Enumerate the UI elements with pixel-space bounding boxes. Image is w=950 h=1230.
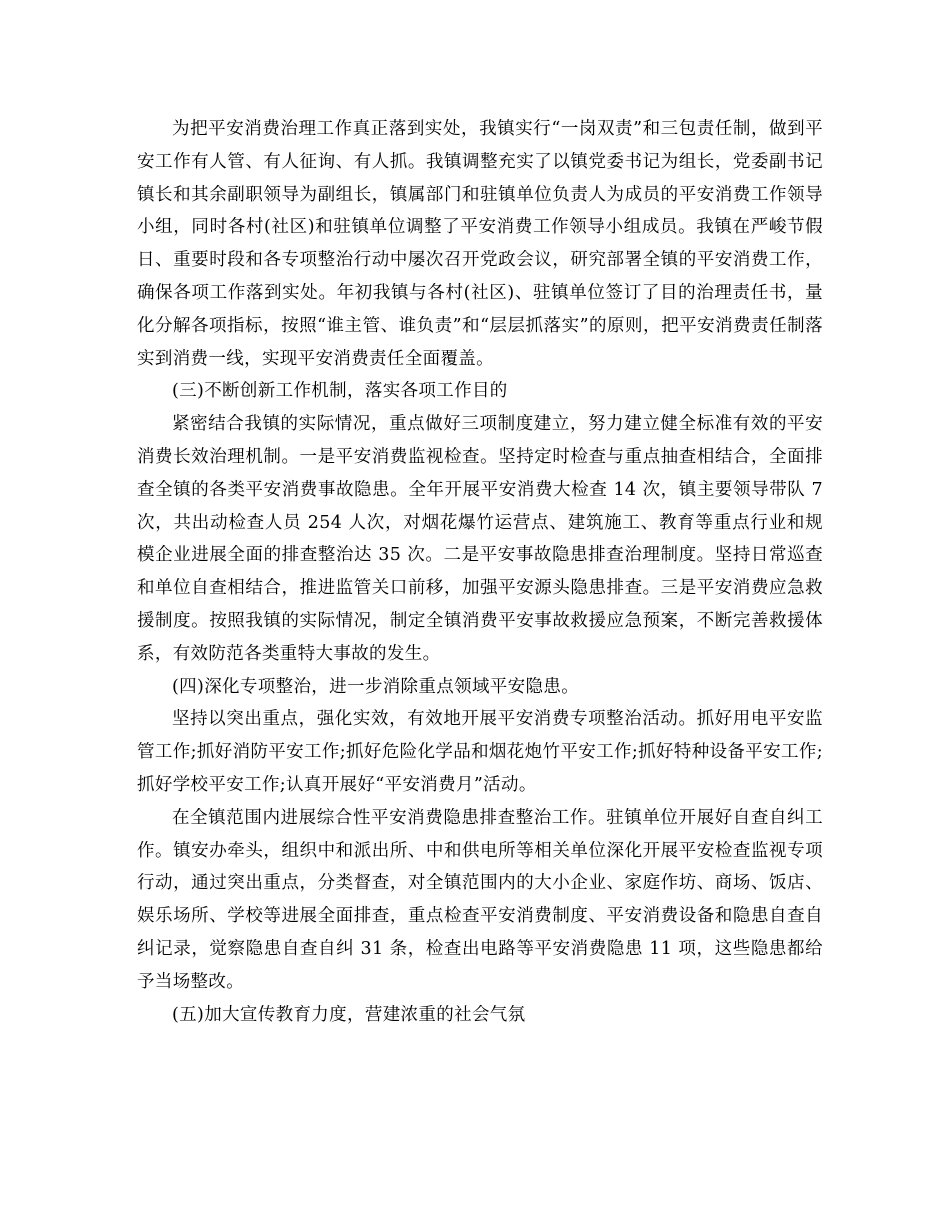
section-heading-5: (五)加大宣传教育力度，营建浓重的社会气氛 bbox=[172, 1004, 526, 1025]
paragraph-hazard-inspection: 在全镇范围内进展综合性平安消费隐患排查整治工作。驻镇单位开展好自查自纠工作。镇安办牵头，组织中和派出所、中和供电所等相关单位深化开展平安检查监视专项行动，通过突出重点，分类督查，对全镇范围内的大小企业、家庭作坊、商场、饭店、娱乐场所、学校等进展全面排查，重点检查平安消费制度、平安消费设备和隐患自查自纠记录，觉察隐患自查自纠 31 条，检查出电路等平安消费隐患 11 项，这些隐患都给予当场整改。 bbox=[137, 807, 823, 992]
paragraph-responsibility: 为把平安消费治理工作真正落到实处，我镇实行“一岗双责”和三包责任制，做到平安工作有人管、有人征询、有人抓。我镇调整充实了以镇党委书记为组长，党委副书记镇长和其余副职领导为副组长，镇属部门和驻镇单位负责人为成员的平安消费工作领导小组，同时各村(社区)和驻镇单位调整了平安消费工作领导小组成员。我镇在严峻节假日、重要时段和各专项整治行动中屡次召开党政会议，研究部署全镇的平安消费工作，确保各项工作落到实处。年初我镇与各村(社区)、驻镇单位签订了目的治理责任书，量化分解各项指标，按照“谁主管、谁负责”和“层层抓落实”的原则，把平安消费责任制落实到消费一线，实现平安消费责任全面覆盖。 bbox=[137, 119, 823, 369]
paragraph-mechanism: 紧密结合我镇的实际情况，重点做好三项制度建立，努力建立健全标准有效的平安消费长效治理机制。一是平安消费监视检查。坚持定时检查与重点抽查相结合，全面排查全镇的各类平安消费事故隐患。全年开展平安消费大检查 14 次，镇主要领导带队 7 次，共出动检查人员 254 人次，对烟花爆竹运营点、建筑施工、教育等重点行业和规模企业进展全面的排查整治达 35 次。二是平安事故隐患排查治理制度。坚持日常巡查和单位自查相结合，推进监管关口前移，加强平安源头隐患排查。三是平安消费应急救援制度。按照我镇的实际情况，制定全镇消费平安事故救援应急预案，不断完善救援体系，有效防范各类重特大事故的发生。 bbox=[137, 414, 823, 664]
paragraph-special-rectification: 坚持以突出重点，强化实效，有效地开展平安消费专项整治活动。抓好用电平安监管工作;抓好消防平安工作;抓好危险化学品和烟花炮竹平安工作;抓好特种设备平安工作;抓好学校平安工作;认真开展好“平安消费月”活动。 bbox=[137, 709, 823, 795]
section-heading-4: (四)深化专项整治，进一步消除重点领域平安隐患。 bbox=[172, 676, 580, 697]
document-page bbox=[137, 113, 823, 1031]
section-heading-3: (三)不断创新工作机制，落实各项工作目的 bbox=[172, 381, 508, 402]
